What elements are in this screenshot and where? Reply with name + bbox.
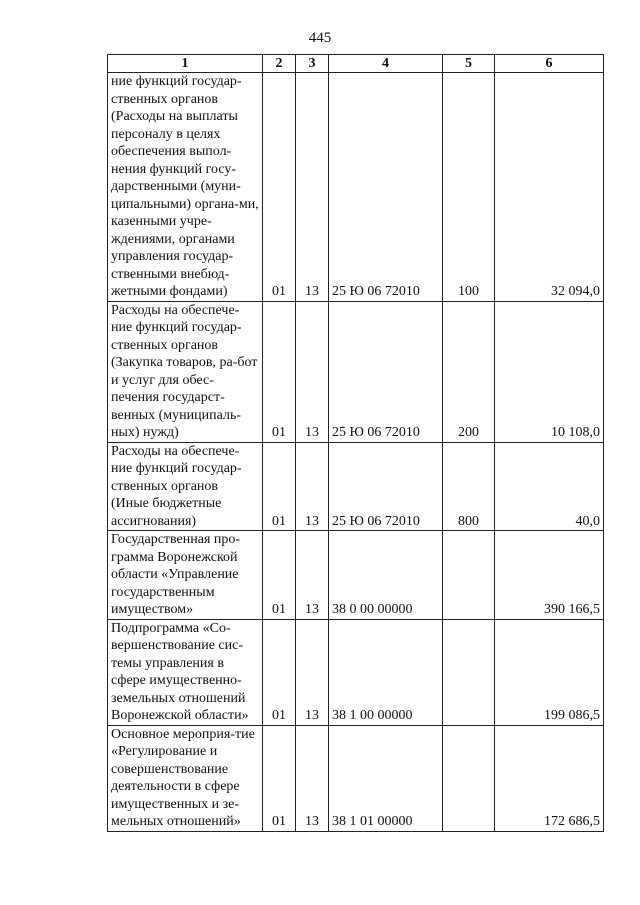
row-section: 01 (263, 619, 296, 725)
row-amount: 172 686,5 (495, 725, 604, 831)
row-subsection: 13 (296, 301, 329, 442)
row-subsection: 13 (296, 619, 329, 725)
row-expense-type: 800 (443, 442, 495, 531)
row-subsection: 13 (296, 442, 329, 531)
row-name: ние функций государ-ственных органов (Расходы на выплаты персоналу в целях обеспечения выпол-нения функций госу-дарственными (муни-ципальными) органа-ми, казенными учре-ждениями, органами управления государ-ственными внебюд-жетными фондами) (108, 73, 263, 302)
row-amount: 32 094,0 (495, 73, 604, 302)
table-row (108, 73, 604, 302)
row-name: Основное мероприя-тие «Регулирование и совершенствование деятельности в сфере имущественных и зе-мельных отношений» (108, 725, 263, 831)
row-name: Подпрограмма «Со-вершенствование сис-темы управления в сфере имущественно-земельных отношений Воронежской области» (108, 619, 263, 725)
row-subsection: 13 (296, 73, 329, 302)
row-amount: 10 108,0 (495, 301, 604, 442)
row-name: Расходы на обеспече-ние функций государ-ственных органов (Закупка товаров, ра-бот и услуг для обес-печения государст-венных (муниципаль-ных) нужд) (108, 301, 263, 442)
row-section: 01 (263, 73, 296, 302)
column-header-6: 6 (495, 55, 604, 73)
row-expense-type: 100 (443, 73, 495, 302)
row-section: 01 (263, 725, 296, 831)
row-target-code: 38 0 00 00000 (329, 531, 443, 620)
row-section: 01 (263, 531, 296, 620)
table-row (108, 442, 604, 531)
row-amount: 390 166,5 (495, 531, 604, 620)
row-expense-type (443, 531, 495, 620)
row-name: Расходы на обеспече-ние функций государ-ственных органов (Иные бюджетные ассигнования) (108, 442, 263, 531)
row-subsection: 13 (296, 531, 329, 620)
row-expense-type (443, 725, 495, 831)
row-section: 01 (263, 301, 296, 442)
table-row (108, 301, 604, 442)
row-target-code: 25 Ю 06 72010 (329, 301, 443, 442)
table-row (108, 725, 604, 831)
row-amount: 40,0 (495, 442, 604, 531)
row-expense-type (443, 619, 495, 725)
row-amount: 199 086,5 (495, 619, 604, 725)
page-number: 445 (308, 30, 332, 46)
column-header-3: 3 (296, 55, 329, 73)
row-subsection: 13 (296, 725, 329, 831)
row-target-code: 38 1 01 00000 (329, 725, 443, 831)
row-target-code: 25 Ю 06 72010 (329, 442, 443, 531)
row-expense-type: 200 (443, 301, 495, 442)
table-row (108, 619, 604, 725)
table-row (108, 531, 604, 620)
row-name: Государственная про-грамма Воронежской области «Управление государственным имуществом» (108, 531, 263, 620)
column-header-5: 5 (443, 55, 495, 73)
column-header-4: 4 (329, 55, 443, 73)
row-section: 01 (263, 442, 296, 531)
row-target-code: 38 1 00 00000 (329, 619, 443, 725)
budget-table (107, 54, 604, 832)
column-header-1: 1 (108, 55, 263, 73)
row-target-code: 25 Ю 06 72010 (329, 73, 443, 302)
column-header-2: 2 (263, 55, 296, 73)
table-header-row (108, 55, 604, 73)
